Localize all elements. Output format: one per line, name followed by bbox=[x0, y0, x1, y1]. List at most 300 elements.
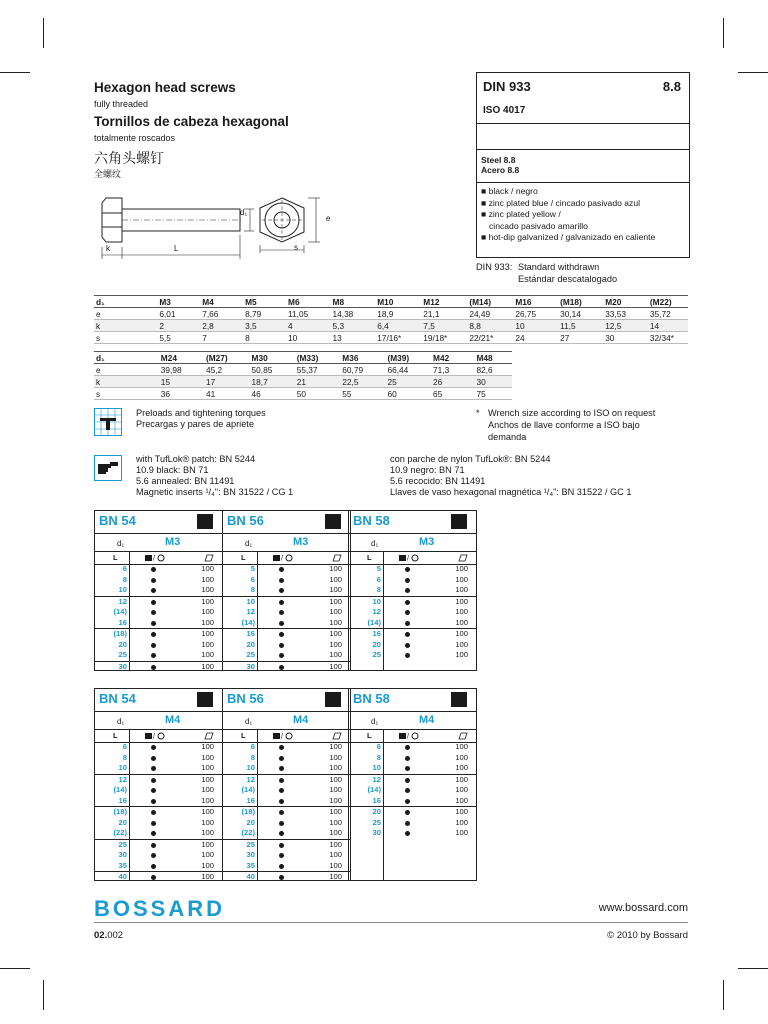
length-value: 25 bbox=[118, 650, 127, 659]
quantity-value: 100 bbox=[455, 828, 468, 837]
drawing-s-label: s bbox=[294, 243, 298, 252]
panel-rows bbox=[349, 564, 476, 661]
table-cell: 33,53 bbox=[597, 308, 642, 320]
length-col-label: L bbox=[367, 553, 372, 562]
column-header bbox=[223, 551, 350, 565]
availability-dot bbox=[279, 567, 284, 572]
availability-dot bbox=[279, 810, 284, 815]
length-value: 20 bbox=[118, 639, 127, 649]
list-item bbox=[95, 850, 222, 861]
length-value: 30 bbox=[246, 661, 255, 671]
table-cell: M16 bbox=[507, 296, 552, 308]
availability-dot bbox=[279, 821, 284, 826]
bn-number: BN 54 bbox=[99, 691, 136, 706]
quantity-value: 100 bbox=[201, 617, 214, 627]
availability-dot bbox=[279, 853, 284, 858]
table-cell: M3 bbox=[151, 296, 194, 308]
table-cell: 24,49 bbox=[461, 308, 507, 320]
quantity-value: 100 bbox=[455, 763, 468, 772]
diameter-row bbox=[223, 711, 350, 730]
thread-size: M4 bbox=[165, 714, 181, 726]
list-item bbox=[223, 607, 350, 618]
length-value: 6 bbox=[250, 574, 255, 584]
column-header bbox=[349, 729, 476, 743]
list-item bbox=[95, 861, 222, 872]
availability-dot bbox=[151, 653, 156, 658]
availability-dot bbox=[405, 578, 410, 583]
list-item bbox=[223, 575, 350, 586]
quantity-value: 100 bbox=[329, 785, 342, 794]
table-cell: 39,98 bbox=[153, 364, 198, 376]
table-cell: 30,14 bbox=[552, 308, 597, 320]
list-item bbox=[95, 585, 222, 596]
table-cell: 5,3 bbox=[325, 320, 370, 332]
table-cell: M24 bbox=[153, 352, 198, 364]
availability-dot bbox=[151, 810, 156, 815]
list-item bbox=[95, 607, 222, 618]
list-item bbox=[349, 607, 476, 618]
title-zh: 六角头螺钉 bbox=[94, 151, 164, 167]
quantity-value: 100 bbox=[329, 752, 342, 762]
table-cell: 7,5 bbox=[415, 320, 461, 332]
quantity-value: 100 bbox=[455, 629, 468, 638]
availability-dot bbox=[151, 831, 156, 836]
table-cell: M12 bbox=[415, 296, 461, 308]
availability-dot bbox=[151, 665, 156, 670]
availability-dot bbox=[151, 853, 156, 858]
column-header bbox=[349, 551, 476, 565]
list-item bbox=[95, 818, 222, 829]
panel-header bbox=[223, 689, 350, 711]
list-item bbox=[95, 839, 222, 851]
subtitle-es: totalmente roscados bbox=[94, 133, 176, 143]
footer-line bbox=[94, 922, 688, 923]
table-cell: 60,79 bbox=[334, 364, 379, 376]
length-value: 25 bbox=[372, 650, 381, 659]
table-cell: 6,4 bbox=[369, 320, 415, 332]
column-header bbox=[95, 551, 222, 565]
panel-header bbox=[95, 689, 222, 711]
length-value: 5 bbox=[376, 564, 381, 573]
din-spec-box bbox=[476, 72, 690, 258]
list-item bbox=[223, 564, 350, 575]
table-row bbox=[94, 388, 512, 400]
table-cell: M20 bbox=[597, 296, 642, 308]
panel-rows bbox=[223, 742, 350, 883]
copyright: © 2010 by Bossard bbox=[607, 930, 688, 941]
wrench-star: * bbox=[476, 408, 480, 418]
length-value: 6 bbox=[376, 742, 381, 751]
table-cell: M30 bbox=[244, 352, 289, 364]
list-item bbox=[95, 774, 222, 786]
list-item bbox=[349, 774, 476, 786]
quantity-icon bbox=[458, 731, 468, 742]
d1-label: d₁ bbox=[245, 539, 253, 548]
quantity-value: 100 bbox=[201, 596, 214, 606]
list-item bbox=[95, 640, 222, 651]
subtitle-zh: 全螺纹 bbox=[94, 170, 122, 180]
dimension-table-2 bbox=[94, 351, 512, 400]
table-cell: 46 bbox=[244, 388, 289, 400]
list-item bbox=[349, 618, 476, 629]
quantity-value: 100 bbox=[455, 807, 468, 816]
list-item bbox=[223, 850, 350, 861]
table-cell: 32/34* bbox=[642, 332, 688, 344]
crop-mark bbox=[0, 72, 30, 73]
table-cell: 55,37 bbox=[289, 364, 335, 376]
availability-dot bbox=[279, 665, 284, 670]
note-line: with TufLok® patch: BN 5244 bbox=[136, 454, 256, 464]
length-value: 25 bbox=[246, 650, 255, 659]
list-item bbox=[349, 596, 476, 608]
list-item bbox=[223, 742, 350, 753]
list-item bbox=[95, 564, 222, 575]
length-value: 8 bbox=[250, 585, 255, 594]
table-cell: M42 bbox=[425, 352, 468, 364]
related-products-es bbox=[390, 454, 631, 498]
length-value: 40 bbox=[118, 872, 127, 881]
column-header bbox=[223, 729, 350, 743]
availability-dot bbox=[279, 588, 284, 593]
quantity-value: 100 bbox=[329, 839, 342, 849]
quantity-value: 100 bbox=[329, 817, 342, 827]
availability-dot bbox=[279, 875, 284, 880]
length-value: (18) bbox=[241, 807, 255, 816]
list-item bbox=[349, 818, 476, 829]
length-value: 12 bbox=[246, 607, 255, 616]
wrench-note-en: Wrench size according to ISO on request bbox=[488, 408, 656, 418]
thread-size: M4 bbox=[419, 714, 435, 726]
black-finish-swatch bbox=[197, 514, 213, 529]
quantity-value: 100 bbox=[201, 574, 214, 584]
svg-text:/: / bbox=[281, 733, 283, 740]
table-header-row bbox=[94, 296, 688, 308]
availability-dot bbox=[405, 766, 410, 771]
list-item bbox=[223, 753, 350, 764]
product-panel bbox=[348, 510, 477, 671]
finish-item: ■ hot-dip galvanized / galvanizado en caliente bbox=[481, 232, 656, 242]
quantity-value: 100 bbox=[329, 661, 342, 671]
length-value: 16 bbox=[372, 795, 381, 805]
availability-dot bbox=[279, 653, 284, 658]
table-cell: e bbox=[94, 364, 153, 376]
length-value: (14) bbox=[113, 785, 127, 794]
panel-rows bbox=[223, 564, 350, 672]
table-cell: 27 bbox=[552, 332, 597, 344]
list-item bbox=[223, 585, 350, 596]
length-value: 10 bbox=[246, 763, 255, 772]
availability-dot bbox=[405, 756, 410, 761]
table-cell: 22/21* bbox=[461, 332, 507, 344]
related-products-en bbox=[136, 454, 293, 498]
table-cell: (M27) bbox=[198, 352, 244, 364]
table-cell: M6 bbox=[280, 296, 325, 308]
availability-dot bbox=[405, 600, 410, 605]
table-cell: 17 bbox=[198, 376, 244, 388]
list-item bbox=[349, 564, 476, 575]
note-line: 10.9 black: BN 71 bbox=[136, 465, 209, 475]
availability-dot bbox=[151, 745, 156, 750]
quantity-value: 100 bbox=[201, 774, 214, 784]
quantity-icon bbox=[204, 553, 214, 564]
table-cell: 12,5 bbox=[597, 320, 642, 332]
panel-header bbox=[95, 511, 222, 533]
list-item bbox=[349, 640, 476, 651]
list-item bbox=[223, 828, 350, 839]
quantity-value: 100 bbox=[329, 795, 342, 805]
drawing-k-label: k bbox=[106, 244, 110, 253]
length-value: 5 bbox=[250, 564, 255, 573]
table-cell: 50 bbox=[289, 388, 335, 400]
svg-text:/: / bbox=[153, 733, 155, 740]
list-item bbox=[223, 796, 350, 807]
product-panel bbox=[94, 510, 223, 671]
availability-dot bbox=[151, 799, 156, 804]
availability-dot bbox=[151, 600, 156, 605]
list-item bbox=[95, 871, 222, 883]
availability-dot bbox=[279, 610, 284, 615]
length-value: 6 bbox=[376, 574, 381, 584]
quantity-value: 100 bbox=[201, 661, 214, 671]
quantity-value: 100 bbox=[329, 574, 342, 584]
quantity-value: 100 bbox=[201, 828, 214, 837]
note-line: 10.9 negro: BN 71 bbox=[390, 465, 465, 475]
crop-mark bbox=[0, 968, 30, 969]
note-line: 5.6 annealed: BN 11491 bbox=[136, 476, 235, 486]
length-col-label: L bbox=[367, 731, 372, 740]
availability-dot bbox=[405, 610, 410, 615]
thread-size: M4 bbox=[293, 714, 309, 726]
list-item bbox=[223, 618, 350, 629]
quantity-value: 100 bbox=[329, 607, 342, 616]
length-value: (18) bbox=[113, 629, 127, 638]
table-cell: s bbox=[94, 388, 153, 400]
crop-mark bbox=[43, 980, 44, 1010]
list-item bbox=[349, 828, 476, 839]
quantity-value: 100 bbox=[455, 817, 468, 827]
diameter-row bbox=[223, 533, 350, 552]
availability-dot bbox=[151, 610, 156, 615]
quantity-value: 100 bbox=[329, 774, 342, 784]
availability-dot bbox=[405, 799, 410, 804]
availability-dot bbox=[151, 632, 156, 637]
list-item bbox=[223, 871, 350, 883]
din-status-label: DIN 933: bbox=[476, 262, 513, 272]
website-url: www.bossard.com bbox=[598, 902, 688, 914]
table-cell: 50,85 bbox=[244, 364, 289, 376]
table-cell: M48 bbox=[469, 352, 513, 364]
length-col-label: L bbox=[241, 553, 246, 562]
table-cell: M8 bbox=[325, 296, 370, 308]
quantity-value: 100 bbox=[455, 617, 468, 627]
list-item bbox=[95, 596, 222, 608]
package-type-icon bbox=[145, 731, 167, 742]
availability-dot bbox=[151, 766, 156, 771]
list-item bbox=[95, 828, 222, 839]
table-cell: 65 bbox=[425, 388, 468, 400]
quantity-value: 100 bbox=[329, 564, 342, 573]
list-item bbox=[223, 650, 350, 661]
availability-dot bbox=[151, 621, 156, 626]
table-cell: 21 bbox=[289, 376, 335, 388]
length-value: (14) bbox=[241, 785, 255, 794]
availability-dot bbox=[151, 778, 156, 783]
quantity-value: 100 bbox=[329, 742, 342, 751]
table-cell: 36 bbox=[153, 388, 198, 400]
d1-label: d₁ bbox=[371, 717, 379, 726]
quantity-value: 100 bbox=[201, 763, 214, 772]
availability-dot bbox=[151, 843, 156, 848]
table-cell: 24 bbox=[507, 332, 552, 344]
title-es: Tornillos de cabeza hexagonal bbox=[94, 114, 289, 129]
length-value: 20 bbox=[372, 807, 381, 816]
package-type-icon bbox=[399, 553, 421, 564]
availability-dot bbox=[151, 821, 156, 826]
black-finish-swatch bbox=[451, 692, 467, 707]
table-cell: 18,9 bbox=[369, 308, 415, 320]
list-item bbox=[349, 785, 476, 796]
length-value: 8 bbox=[376, 585, 381, 594]
table-cell: 15 bbox=[153, 376, 198, 388]
quantity-value: 100 bbox=[329, 807, 342, 816]
length-value: (14) bbox=[113, 607, 127, 616]
table-cell: e bbox=[94, 308, 151, 320]
length-value: 30 bbox=[118, 661, 127, 671]
list-item bbox=[223, 763, 350, 774]
thread-size: M3 bbox=[293, 536, 309, 548]
availability-dot bbox=[279, 864, 284, 869]
note-line: con parche de nylon TufLok®: BN 5244 bbox=[390, 454, 551, 464]
list-item bbox=[349, 806, 476, 818]
table-cell: 11,05 bbox=[280, 308, 325, 320]
length-value: 16 bbox=[246, 629, 255, 638]
bn-number: BN 54 bbox=[99, 513, 136, 528]
list-item bbox=[349, 585, 476, 596]
list-item bbox=[349, 628, 476, 640]
availability-dot bbox=[279, 643, 284, 648]
table-cell: s bbox=[94, 332, 151, 344]
screw-drawing bbox=[92, 185, 332, 265]
quantity-value: 100 bbox=[201, 639, 214, 649]
note-line: 5.6 recocido: BN 11491 bbox=[390, 476, 486, 486]
length-value: (22) bbox=[113, 828, 127, 837]
list-item bbox=[349, 575, 476, 586]
availability-dot bbox=[405, 821, 410, 826]
thread-size: M3 bbox=[165, 536, 181, 548]
table-cell: 14,38 bbox=[325, 308, 370, 320]
length-value: 35 bbox=[118, 860, 127, 870]
material-en: Steel 8.8 bbox=[481, 155, 516, 165]
table-cell: 25 bbox=[380, 376, 426, 388]
column-header bbox=[95, 729, 222, 743]
table-cell: 11,5 bbox=[552, 320, 597, 332]
quantity-value: 100 bbox=[201, 629, 214, 638]
availability-dot bbox=[405, 621, 410, 626]
black-finish-swatch bbox=[451, 514, 467, 529]
table-cell: 2 bbox=[151, 320, 194, 332]
svg-text:/: / bbox=[407, 555, 409, 562]
availability-dot bbox=[151, 643, 156, 648]
quantity-value: 100 bbox=[455, 639, 468, 649]
quantity-icon bbox=[332, 731, 342, 742]
torque-note-es: Precargas y pares de apriete bbox=[136, 419, 254, 429]
bn-number: BN 58 bbox=[353, 513, 390, 528]
table-row bbox=[94, 308, 688, 320]
table-cell: 22,5 bbox=[334, 376, 379, 388]
availability-dot bbox=[279, 745, 284, 750]
list-item bbox=[223, 818, 350, 829]
length-value: 16 bbox=[372, 629, 381, 638]
availability-dot bbox=[279, 831, 284, 836]
list-item bbox=[95, 661, 222, 673]
quantity-value: 100 bbox=[329, 585, 342, 594]
length-value: 25 bbox=[118, 839, 127, 849]
table-cell: k bbox=[94, 320, 151, 332]
table-cell: 18,7 bbox=[244, 376, 289, 388]
table-cell: 7 bbox=[194, 332, 237, 344]
length-value: 20 bbox=[246, 639, 255, 649]
availability-dot bbox=[151, 875, 156, 880]
list-item bbox=[223, 640, 350, 651]
d1-label: d₁ bbox=[371, 539, 379, 548]
length-value: 12 bbox=[372, 774, 381, 784]
table-cell: 71,3 bbox=[425, 364, 468, 376]
table-cell: 6,01 bbox=[151, 308, 194, 320]
wrench-note-es: Anchos de llave conforme a ISO bajo bbox=[488, 420, 640, 430]
package-type-icon bbox=[145, 553, 167, 564]
list-item bbox=[223, 661, 350, 673]
table-cell: 75 bbox=[469, 388, 513, 400]
table-cell: 19/18* bbox=[415, 332, 461, 344]
list-item bbox=[95, 806, 222, 818]
length-col-label: L bbox=[241, 731, 246, 740]
drawing-L-label: L bbox=[174, 244, 179, 253]
availability-dot bbox=[151, 588, 156, 593]
length-value: 6 bbox=[122, 742, 127, 751]
product-panel bbox=[94, 688, 223, 881]
quantity-value: 100 bbox=[329, 629, 342, 638]
list-item bbox=[95, 650, 222, 661]
list-item bbox=[223, 596, 350, 608]
table-cell: 17/16* bbox=[369, 332, 415, 344]
list-item bbox=[223, 785, 350, 796]
length-value: 35 bbox=[246, 860, 255, 870]
list-item bbox=[223, 861, 350, 872]
quantity-value: 100 bbox=[455, 574, 468, 584]
din-status-es: Estándar descatalogado bbox=[518, 274, 618, 284]
table-cell: 60 bbox=[380, 388, 426, 400]
pointing-hand-icon bbox=[94, 455, 122, 481]
din-number: DIN 933 bbox=[483, 79, 531, 94]
availability-dot bbox=[279, 600, 284, 605]
quantity-value: 100 bbox=[455, 752, 468, 762]
note-line: Llaves de vaso hexagonal magnética ¹/₄": BN 31522 / GC 1 bbox=[390, 487, 632, 497]
bossard-logo: BOSSARD bbox=[94, 896, 226, 921]
drawing-d1-label: d₁ bbox=[240, 208, 248, 217]
crop-mark bbox=[723, 980, 724, 1010]
din-status-en: Standard withdrawn bbox=[518, 262, 600, 272]
availability-dot bbox=[405, 778, 410, 783]
length-value: 10 bbox=[246, 596, 255, 606]
diameter-row bbox=[95, 711, 222, 730]
length-value: 30 bbox=[246, 850, 255, 859]
quantity-value: 100 bbox=[455, 795, 468, 805]
table-row bbox=[94, 364, 512, 376]
availability-dot bbox=[279, 788, 284, 793]
bn-number: BN 56 bbox=[227, 691, 264, 706]
quantity-value: 100 bbox=[201, 807, 214, 816]
drawing-e-label: e bbox=[326, 214, 331, 223]
